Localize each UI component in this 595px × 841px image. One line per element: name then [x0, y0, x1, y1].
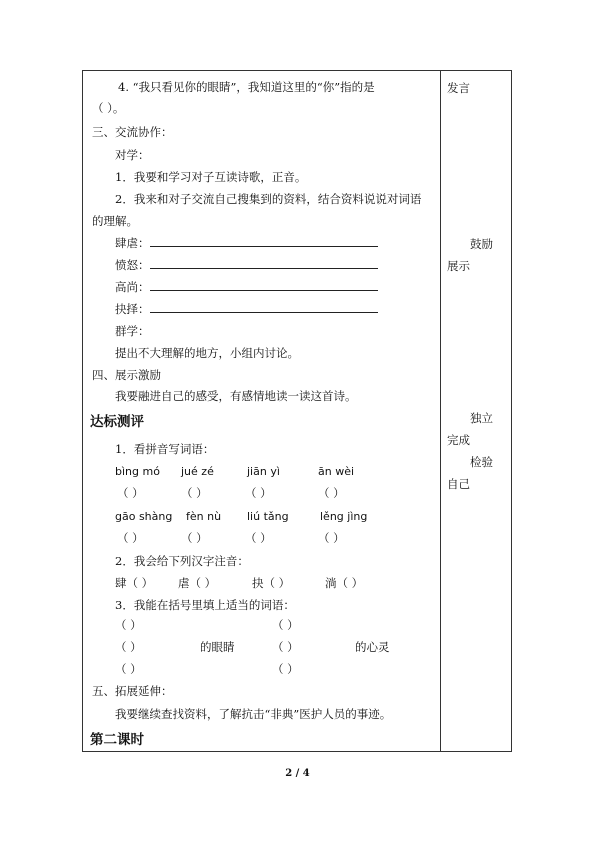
side-note-independent: 独立 — [470, 411, 493, 425]
vocab-label-1: 肆虐： — [115, 236, 150, 250]
pinyin-2-2: fèn nù — [186, 510, 222, 523]
assessment-question-2: 2．我会给下列汉字注音： — [115, 554, 249, 568]
vocab-answer-line-2 — [150, 268, 378, 269]
vocab-label-3: 高尚： — [115, 280, 150, 294]
side-note-complete: 完成 — [447, 433, 470, 447]
page-number: 2 / 4 — [285, 768, 310, 779]
fill-word-soul: 的心灵 — [355, 640, 390, 654]
fill-blank-left-1[interactable]: （ ） — [115, 618, 142, 632]
blank-1-1[interactable]: （ ） — [117, 486, 144, 500]
blank-2-4[interactable]: （ ） — [318, 531, 345, 545]
pair-item-2-line1: 2．我来和对子交流自己搜集到的资料，结合资料说说对词语 — [115, 192, 422, 206]
fill-blank-right-2[interactable]: （ ） — [272, 640, 299, 654]
lesson-2-heading: 第二课时 — [90, 732, 144, 748]
blank-1-4[interactable]: （ ） — [318, 486, 345, 500]
assessment-question-1: 1．看拼音写词语： — [115, 442, 215, 456]
group-study-text: 提出不大理解的地方，小组内讨论。 — [115, 346, 299, 360]
fill-blank-left-2[interactable]: （ ） — [115, 640, 142, 654]
pinyin-2-3: liú tǎng — [247, 510, 289, 523]
pair-item-2-line2: 的理解。 — [92, 214, 138, 228]
column-divider — [440, 70, 441, 752]
pinyin-1-2: jué zé — [181, 465, 214, 478]
section-5-text: 我要继续查找资料，了解抗击“非典”医护人员的事迹。 — [115, 707, 392, 721]
pair-study-label: 对学： — [115, 148, 150, 162]
section-5-title: 五、拓展延伸： — [92, 684, 173, 698]
blank-2-3[interactable]: （ ） — [245, 531, 272, 545]
side-note-self: 自己 — [447, 477, 470, 491]
pair-item-1: 1．我要和学习对子互读诗歌，正音。 — [115, 170, 307, 184]
fill-word-eyes: 的眼睛 — [200, 640, 235, 654]
pinyin-2-1: gāo shàng — [115, 510, 173, 523]
pinyin-1-3: jiān yì — [247, 465, 280, 478]
vocab-label-2: 愤怒： — [115, 258, 150, 272]
side-note-encourage: 鼓励 — [470, 237, 493, 251]
vocab-answer-line-4 — [150, 312, 378, 313]
section-4-text: 我要融进自己的感受，有感情地读一读这首诗。 — [115, 389, 357, 403]
fill-blank-left-3[interactable]: （ ） — [115, 662, 142, 676]
blank-1-2[interactable]: （ ） — [181, 486, 208, 500]
pinyin-1-4: ān wèi — [318, 465, 355, 478]
pinyin-1-1: bìng mó — [115, 465, 160, 478]
side-note-show: 展示 — [447, 259, 470, 273]
phonetic-item-1: 肆（ ） — [115, 576, 154, 590]
assessment-question-3: 3．我能在括号里填上适当的词语： — [115, 598, 295, 612]
section-3-title: 三、交流协作： — [92, 125, 173, 139]
question-4-line1: 4. “我只看见你的眼睛”，我知道这里的“你”指的是 — [118, 80, 375, 94]
side-note-speak: 发言 — [447, 81, 470, 95]
blank-2-1[interactable]: （ ） — [117, 531, 144, 545]
pinyin-2-4: lěng jìng — [320, 510, 368, 523]
blank-1-3[interactable]: （ ） — [245, 486, 272, 500]
assessment-heading: 达标测评 — [90, 414, 144, 430]
fill-blank-right-1[interactable]: （ ） — [272, 618, 299, 632]
question-4-line2: （ ）。 — [92, 101, 125, 115]
blank-2-2[interactable]: （ ） — [181, 531, 208, 545]
phonetic-item-4: 淌（ ） — [325, 576, 364, 590]
vocab-answer-line-3 — [150, 290, 378, 291]
phonetic-item-3: 抉（ ） — [252, 576, 291, 590]
fill-blank-right-3[interactable]: （ ） — [272, 662, 299, 676]
vocab-answer-line-1 — [150, 246, 378, 247]
group-study-label: 群学： — [115, 324, 150, 338]
phonetic-item-2: 虐（ ） — [178, 576, 217, 590]
vocab-label-4: 抉择： — [115, 302, 150, 316]
section-4-title: 四、展示激励 — [92, 368, 161, 382]
side-note-check: 检验 — [470, 455, 493, 469]
